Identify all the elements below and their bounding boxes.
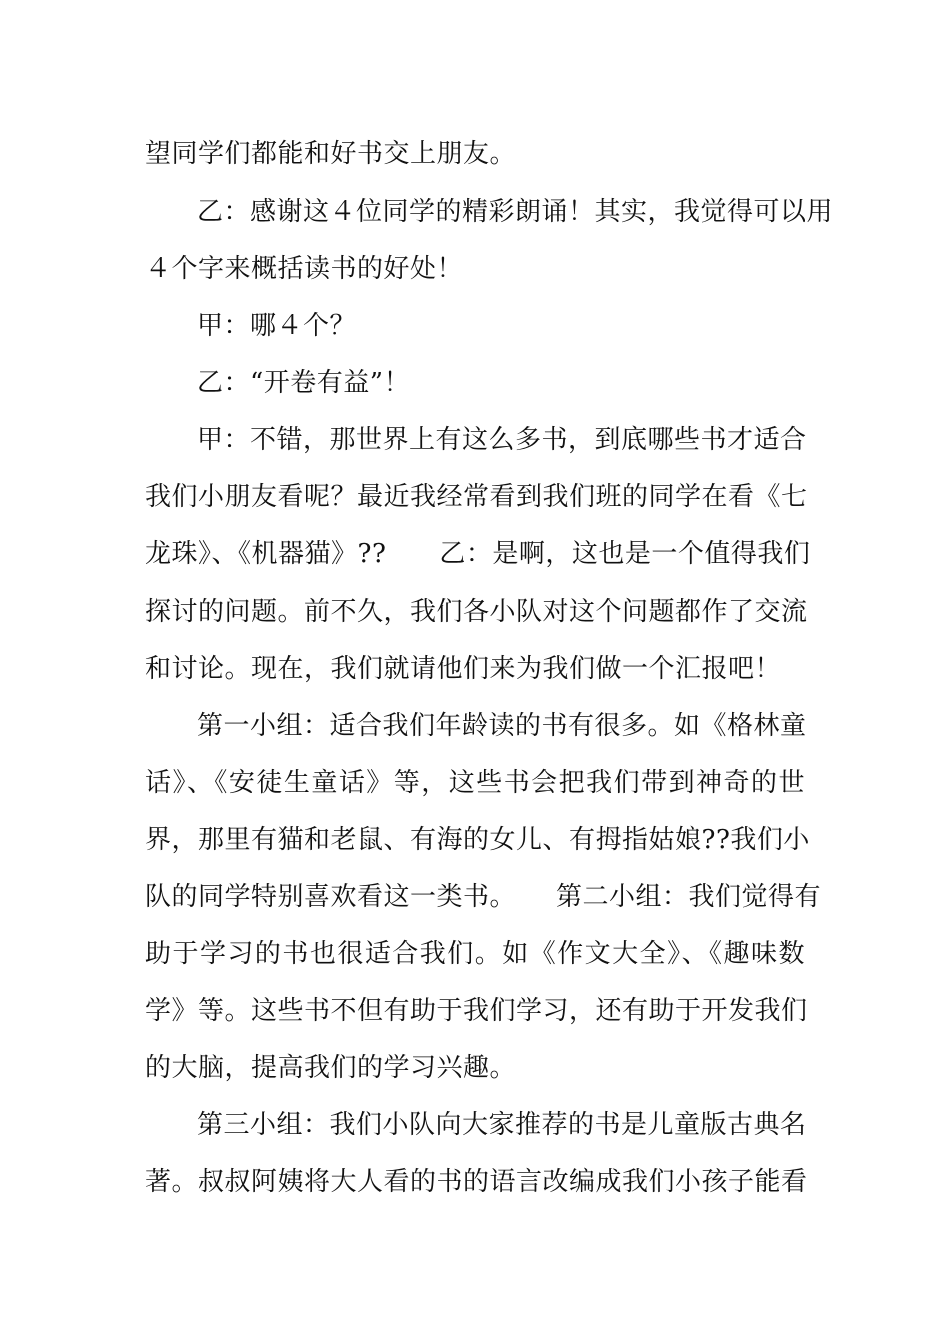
text-line-17: 的大脑，提高我们的学习兴趣。 [145, 1053, 517, 1083]
text-line-6: 甲：不错，那世界上有这么多书，到底哪些书才适合 [197, 425, 807, 455]
text-line-9: 探讨的问题。前不久，我们各小队对这个问题都作了交流 [145, 597, 808, 627]
text-line-14: 队的同学特别喜欢看这一类书。 第二小组：我们觉得有 [145, 882, 822, 912]
text-line-12: 话》、《安徒生童话》等，这些书会把我们带到神奇的世 [145, 768, 805, 798]
text-line-15: 助于学习的书也很适合我们。如《作文大全》、《趣味数 [145, 939, 805, 969]
text-line-19: 著。叔叔阿姨将大人看的书的语言改编成我们小孩子能看 [145, 1167, 808, 1197]
text-line-18: 第三小组：我们小队向大家推荐的书是儿童版古典名 [197, 1110, 807, 1140]
text-line-2: 乙：感谢这４位同学的精彩朗诵！其实，我觉得可以用 [197, 197, 834, 227]
text-line-3: ４个字来概括读书的好处！ [145, 254, 464, 284]
text-line-4: 甲：哪４个？ [197, 311, 357, 341]
text-line-13: 界，那里有猫和老鼠、有海的女儿、有拇指姑娘??我们小 [145, 825, 810, 855]
text-line-7: 我们小朋友看呢？最近我经常看到我们班的同学在看《七 [145, 482, 808, 512]
text-line-10: 和讨论。现在，我们就请他们来为我们做一个汇报吧！ [145, 654, 782, 684]
text-line-11: 第一小组：适合我们年龄读的书有很多。如《格林童 [197, 711, 807, 741]
text-line-1: 望同学们都能和好书交上朋友。 [145, 139, 517, 169]
text-line-8: 龙珠》、《机器猫》?? 乙：是啊，这也是一个值得我们 [145, 539, 811, 569]
text-line-5: 乙：“开卷有益”！ [197, 368, 411, 398]
text-line-16: 学》等。这些书不但有助于我们学习，还有助于开发我们 [145, 996, 808, 1026]
